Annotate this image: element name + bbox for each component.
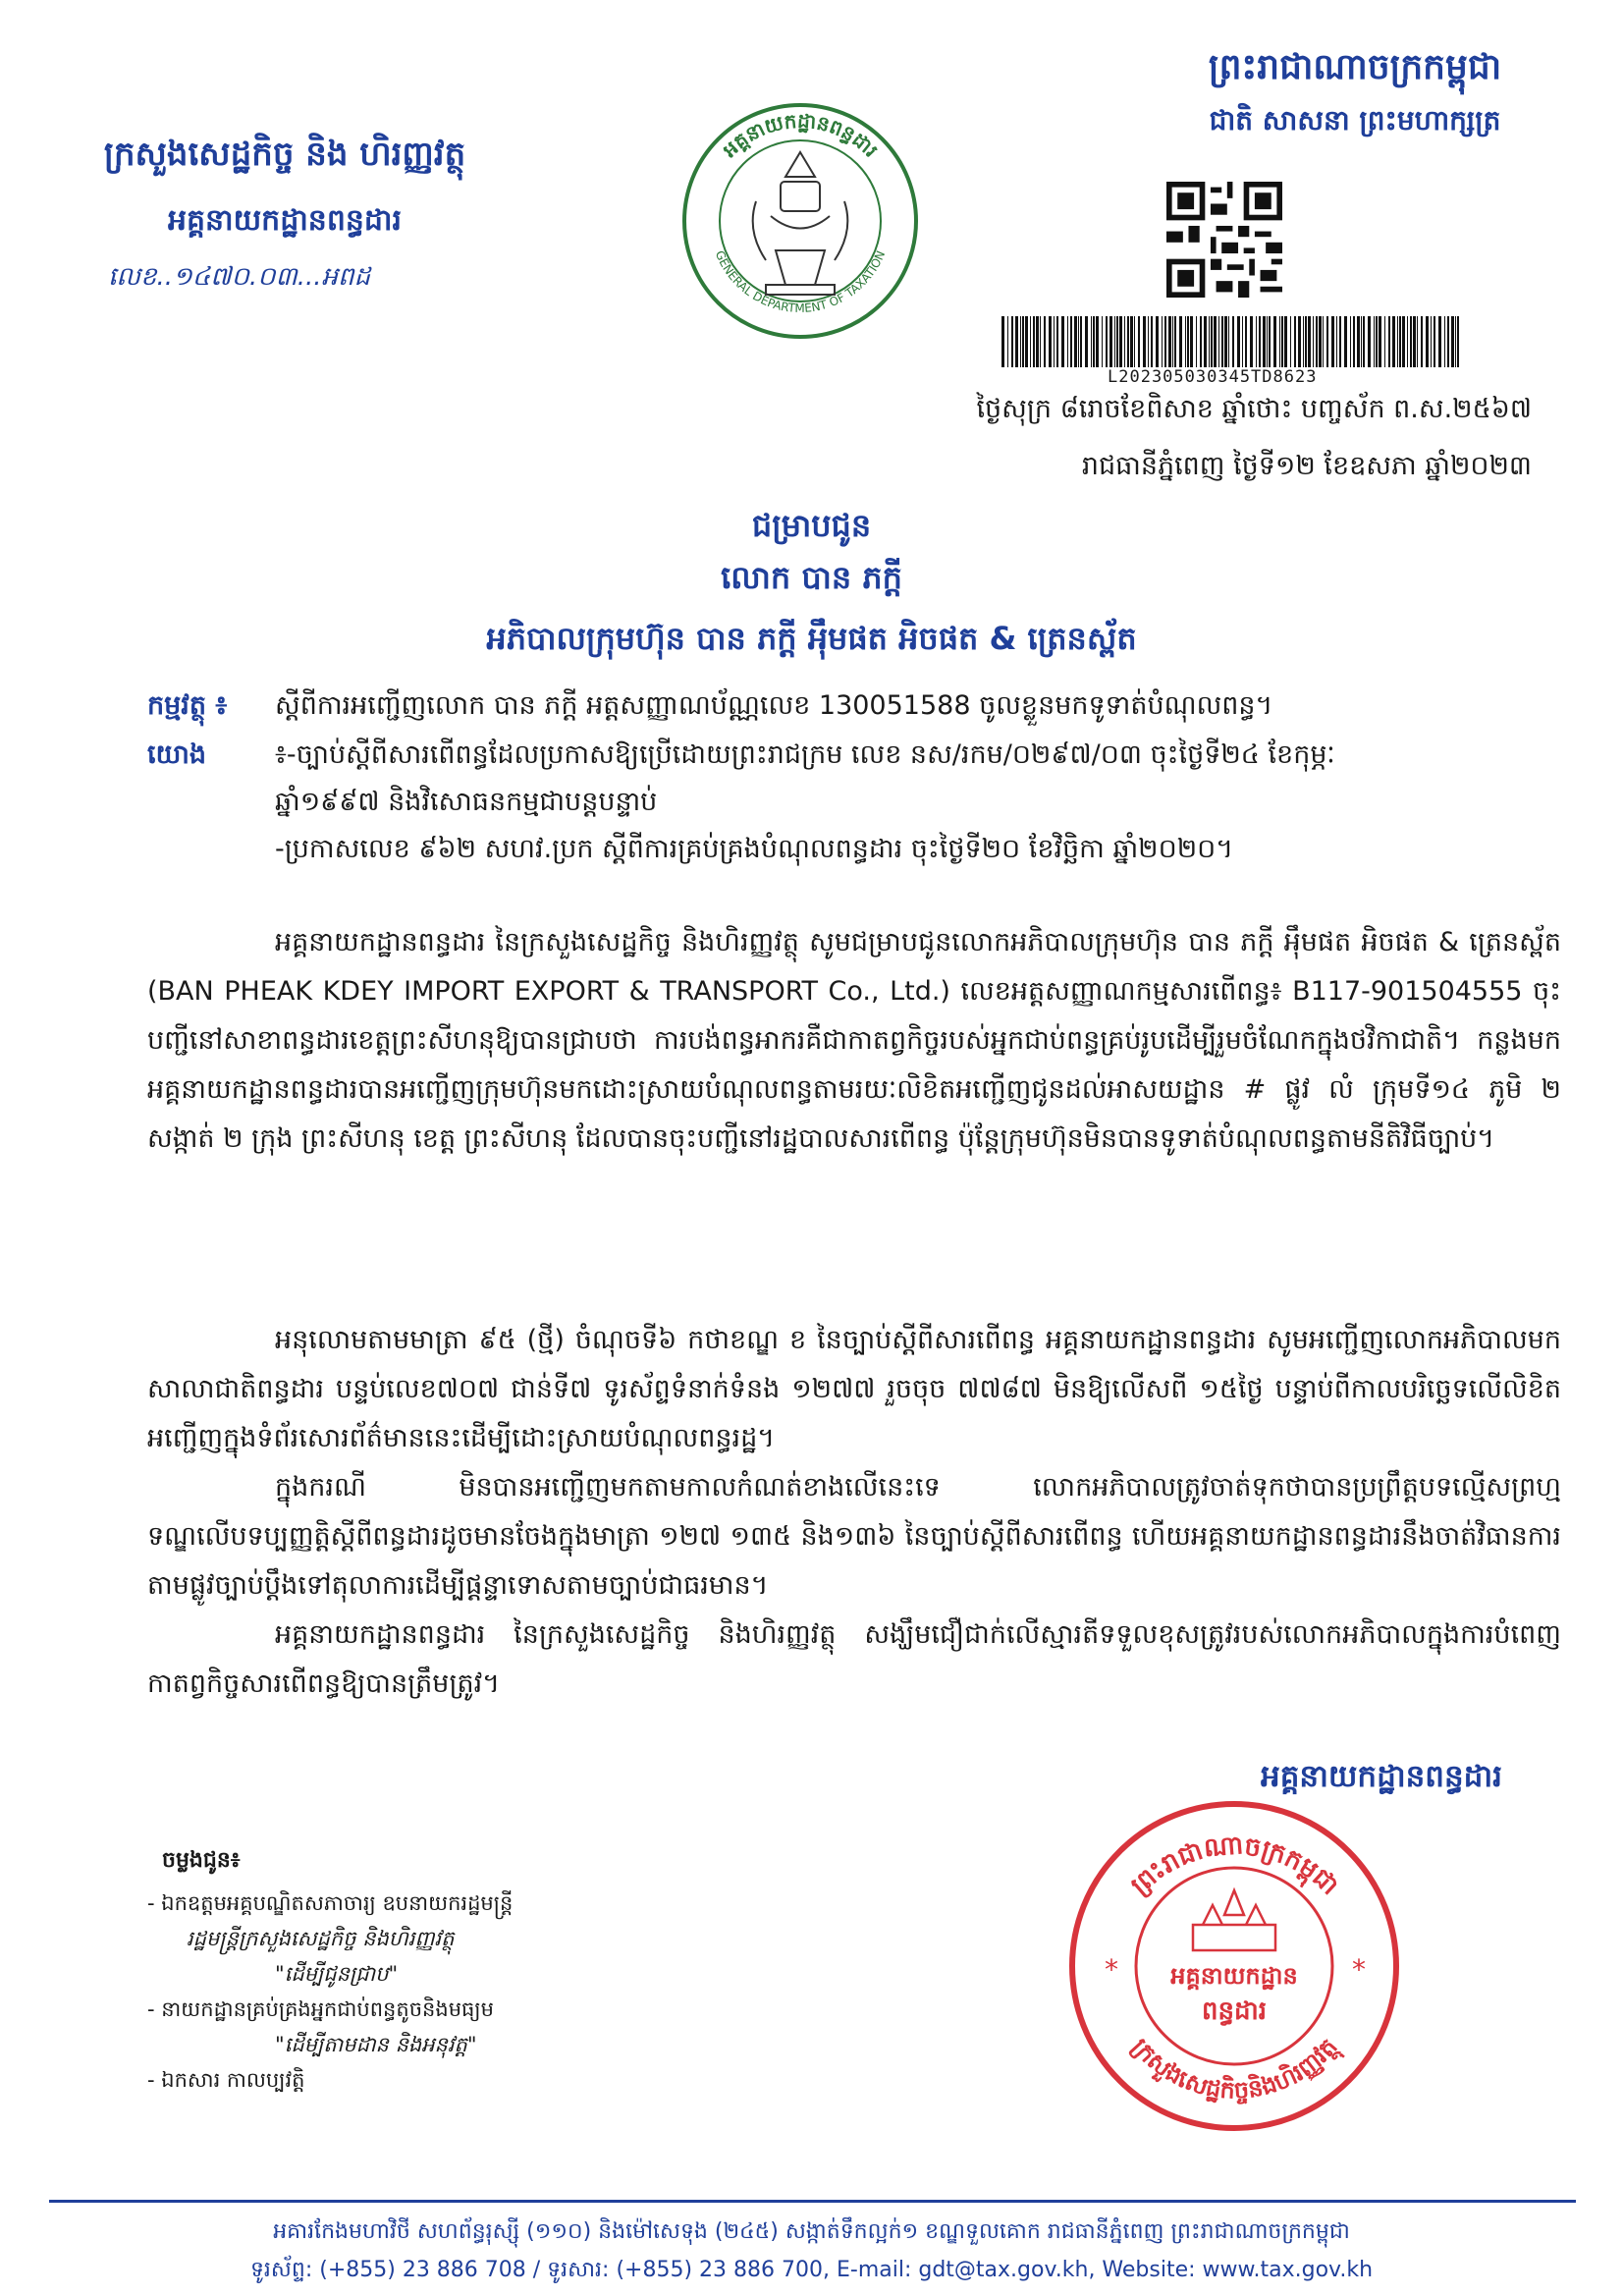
lunar-date: ថ្ងៃសុក្រ ៨រោចខែពិសាខ ឆ្នាំថោះ បញ្ចស័ក ព.ស.២៥៦៧: [976, 394, 1532, 424]
cc-item-1-note: "ដើម្បីជូនជ្រាប": [275, 1962, 399, 1986]
solar-date: រាជធានីភ្នំពេញ ថ្ងៃទី១២ ខែឧសភា ឆ្នាំ២០២៣: [1081, 451, 1532, 481]
body-paragraph-2: អនុលោមតាមមាត្រា ៩៥ (ថ្មី) ចំណុចទី៦ កថាខណ្ឌ ខ នៃច្បាប់ស្តីពីសារពើពន្ធ អគ្គនាយកដ្ឋានពន្ធដារ សូមអញ្ជើញលោកអភិបាលមកសាលាជាតិពន្ធដារ បន្ទប់លេខ៧០៧ ជាន់ទី៧ ទូរស័ព្ទទំនាក់ទំនង ១២៧៧ រួចចុច ៧៧៨៧ មិនឱ្យលើសពី ១៥ថ្ងៃ បន្ទាប់ពីកាលបរិច្ឆេទលើលិខិតអញ្ជើញក្នុងទំព័រសោរព័ត៌មាននេះដើម្បីដោះស្រាយបំណុលពន្ធរដ្ឋ។: [147, 1325, 1561, 1453]
cc-item-2: - នាយកដ្ឋានគ្រប់គ្រងអ្នកជាប់ពន្ធតូចនិងមធ្យម: [147, 1997, 494, 2021]
seal-arc-top: ព្រះរាជាណាចក្រកម្ពុជា: [1125, 1831, 1345, 1901]
barcode: [1001, 316, 1463, 367]
emblem-arc-top: អគ្គនាយកដ្ឋានពន្ធដារ: [718, 108, 884, 162]
signer-title: អគ្គនាយកដ្ឋានពន្ធដារ: [1261, 1759, 1502, 1794]
seal-center-1: អគ្គនាយកដ្ឋាន: [1170, 1962, 1298, 1990]
qr-code: [1166, 182, 1282, 298]
reference-line-3: -ប្រកាសលេខ ៩៦២ សហវ.ប្រក ស្តីពីការគ្រប់គ្រងបំណុលពន្ធដារ ចុះថ្ងៃទី២០ ខែវិច្ឆិកា ឆ្នាំ២០២០។: [275, 834, 1234, 864]
reference-label: យោង: [147, 739, 206, 770]
cc-list: [147, 1886, 756, 2098]
reference-block: [147, 732, 1561, 873]
subject-row: [147, 683, 1561, 730]
tax-department-emblem: [677, 93, 923, 349]
department-name: អគ្គនាយកដ្ឋានពន្ធដារ: [167, 203, 403, 238]
body-paragraph-3: ក្នុងករណី មិនបានអញ្ជើញមកតាមកាលកំណត់ខាងលើនេះទេ លោកអភិបាលត្រូវចាត់ទុកថាបានប្រព្រឹត្តបទល្មើសព្រហ្មទណ្ឌលើបទប្បញ្ញត្តិស្តីពីពន្ធដារដូចមានចែងក្នុងមាត្រា ១២៧ ១៣៥ និង១៣៦ នៃច្បាប់ស្តីពីសារពើពន្ធ ហើយអគ្គនាយកដ្ឋានពន្ធដារនឹងចាត់វិធានការតាមផ្លូវច្បាប់ប្តឹងទៅតុលាការដើម្បីផ្តន្ទាទោសតាមច្បាប់ជាធរមាន។: [147, 1472, 1561, 1601]
seal-arc-bottom: ក្រសួងសេដ្ឋកិច្ចនិងហិរញ្ញវត្ថុ: [1126, 2033, 1343, 2105]
footer-divider: [49, 2200, 1576, 2203]
official-seal: [1065, 1797, 1404, 2136]
subject-label: កម្មវត្ថុ ៖: [147, 690, 228, 721]
recipient-name: លោក បាន ភក្តី: [721, 559, 902, 596]
cc-item-3: - ឯកសារ កាលប្បវត្តិ: [147, 2068, 305, 2092]
ministry-name: ក្រសួងសេដ្ឋកិច្ច និង ហិរញ្ញវត្ថុ: [103, 135, 466, 174]
cc-item-1-line-2: រដ្ឋមន្ត្រីក្រសួងសេដ្ឋកិច្ច និងហិរញ្ញវត្ថុ: [187, 1927, 455, 1950]
seal-center-2: ពន្ធដារ: [1201, 1996, 1268, 2026]
salutation: ជម្រាបជូន: [751, 507, 872, 544]
reference-line-2: ឆ្នាំ១៩៩៧ និងវិសោធនកម្មជាបន្តបន្ទាប់: [275, 787, 658, 817]
footer-contact: ទូរស័ព្ទ: (+855) 23 886 708 / ទូរសារ: (+855) 23 886 700, E-mail: gdt@tax.gov.kh, Website: www.tax.gov.kh: [249, 2258, 1374, 2282]
kingdom-motto: ជាតិ សាសនា ព្រះមហាក្សត្រ: [1209, 104, 1501, 137]
cc-item-1: - ឯកឧត្តមអគ្គបណ្ឌិតសភាចារ្យ ឧបនាយករដ្ឋមន្ត្រី: [147, 1891, 514, 1915]
barcode-number: L202305030345TD8623: [1108, 367, 1318, 387]
emblem-arc-bottom: GENERAL DEPARTMENT OF TAXATION: [712, 248, 889, 315]
kingdom-title: ព្រះរាជាណាចក្រកម្ពុជា: [1208, 47, 1502, 87]
footer-address: អគារកែងមហាវិថី សហព័ន្ធរុស្ស៊ី (១១០) និងម៉ៅសេទុង (២៤៥) សង្កាត់ទឹកល្អក់១ ខណ្ឌទួលគោក រាជធានីភ្នំពេញ ព្រះរាជាណាចក្រកម្ពុជា: [273, 2219, 1350, 2244]
cc-item-2-note: "ដើម្បីតាមដាន និងអនុវត្ត": [275, 2033, 477, 2056]
subject-text: ស្តីពីការអញ្ជើញលោក បាន ភក្តី អត្តសញ្ញាណប័ណ្ណលេខ 130051588 ចូលខ្លួនមកទូទាត់បំណុលពន្ធ។: [275, 690, 1273, 721]
recipient-title: អភិបាលក្រុមហ៊ុន បាន ភក្តី អុឹមផត អិចផត & ត្រេនស្ព័ត: [486, 620, 1137, 657]
reference-number: លេខ..១៤៧០.០៣...អពដ: [108, 262, 371, 292]
body-paragraph-1: អគ្គនាយកដ្ឋានពន្ធដារ នៃក្រសួងសេដ្ឋកិច្ច និងហិរញ្ញវត្ថុ សូមជម្រាបជូនលោកអភិបាលក្រុមហ៊ុន បាន ភក្តី អុឹមផត អិចផត & ត្រេនស្ព័ត (BAN PHEAK KDEY IMPORT EXPORT & TRANSPORT Co., Ltd.) លេខអត្តសញ្ញាណកម្មសារពើពន្ធ៖ B117-901504555 ចុះបញ្ជីនៅសាខាពន្ធដារខេត្តព្រះសីហនុឱ្យបានជ្រាបថា ការបង់ពន្ធអាករគឺជាកាតព្វកិច្ចរបស់អ្នកជាប់ពន្ធគ្រប់រូបដើម្បីរួមចំណែកក្នុងថវិកាជាតិ។ កន្លងមក អគ្គនាយកដ្ឋានពន្ធដារបានអញ្ជើញក្រុមហ៊ុនមកដោះស្រាយបំណុលពន្ធតាមរយៈលិខិតអញ្ជើញជូនដល់អាសយដ្ឋាន # ផ្លូវ លំ ក្រុមទី១៤ ភូមិ ២ សង្កាត់ ២ ក្រុង ព្រះសីហនុ ខេត្ត ព្រះសីហនុ ដែលបានចុះបញ្ជីនៅរដ្ឋបាលសារពើពន្ធ ប៉ុន្តែក្រុមហ៊ុនមិនបានទូទាត់បំណុលពន្ធតាមនីតិវិធីច្បាប់។: [147, 927, 1561, 1154]
seal-star-right-icon: *: [1352, 1953, 1366, 1986]
cc-title: ចម្លងជូន៖: [162, 1848, 241, 1873]
reference-line-1: ៖-ច្បាប់ស្តីពីសារពើពន្ធដែលប្រកាសឱ្យប្រើដោយព្រះរាជក្រម លេខ នស/រកម/០២៩៧/០៣ ចុះថ្ងៃទី២៤ ខែកុម្ភៈ: [275, 739, 1335, 770]
body-paragraph-4: អគ្គនាយកដ្ឋានពន្ធដារ នៃក្រសួងសេដ្ឋកិច្ច និងហិរញ្ញវត្ថុ សង្ឃឹមជឿជាក់លើស្មារតីទទួលខុសត្រូវរបស់លោកអភិបាលក្នុងការបំពេញកាតព្វកិច្ចសារពើពន្ធឱ្យបានត្រឹមត្រូវ។: [147, 1619, 1561, 1699]
seal-star-left-icon: *: [1105, 1953, 1118, 1986]
